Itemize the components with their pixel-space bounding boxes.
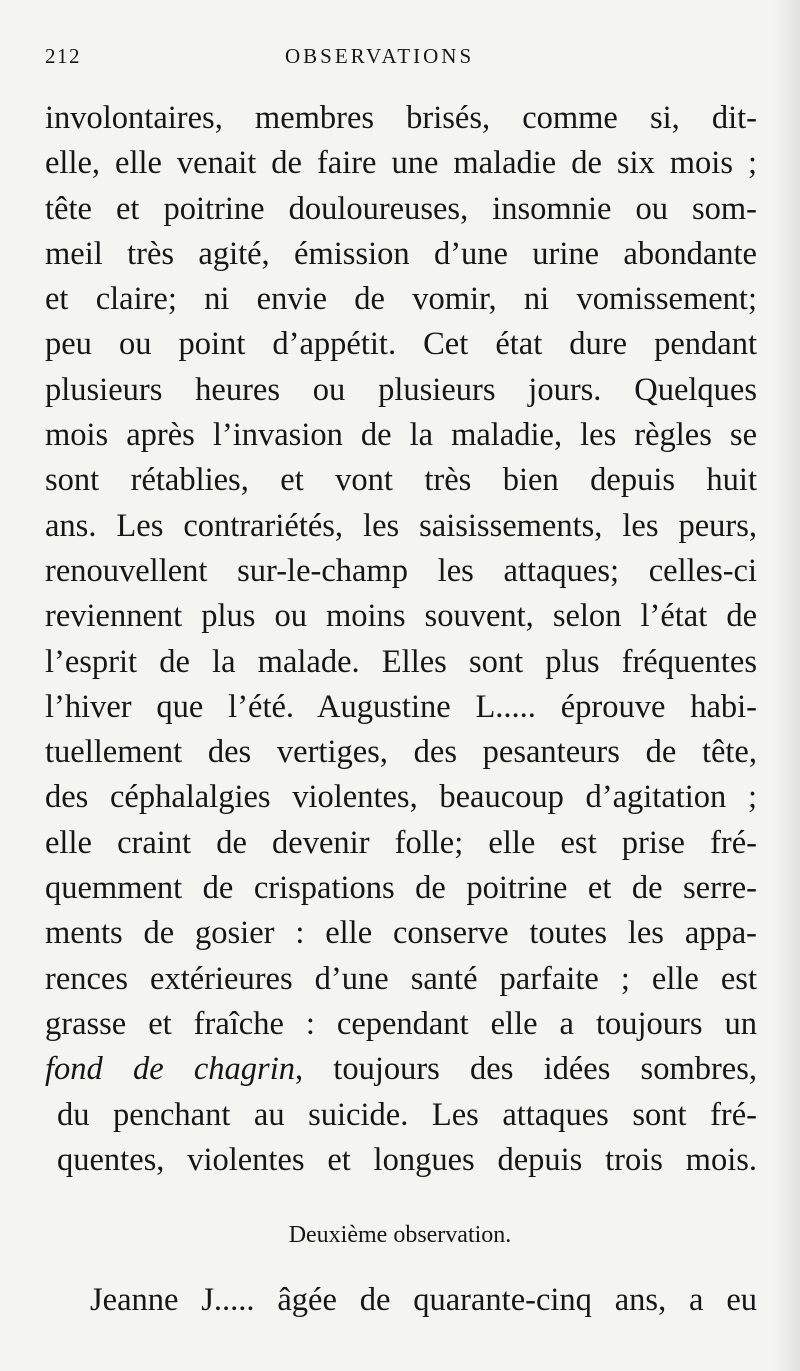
text-line: l’hiver que l’été. Augustine L..... éprouve habi- (45, 688, 757, 725)
text-line: plusieurs heures ou plusieurs jours. Quelques (45, 371, 757, 408)
second-observation-first-line: Jeanne J..... âgée de quarante-cinq ans, a eu (90, 1282, 757, 1318)
italic-phrase: fond de chagrin (45, 1051, 295, 1088)
text-line: tête et poitrine douloureuses, insomnie ou som- (45, 190, 757, 227)
text-line: mois après l’invasion de la maladie, les règles se (45, 417, 757, 454)
text-line: des céphalalgies violentes, beaucoup d’agitation ; (45, 779, 757, 816)
text-line: peu ou point d’appétit. Cet état dure pendant (45, 326, 757, 363)
body-paragraph (45, 96, 757, 1183)
text-line: quemment de crispations de poitrine et de serre- (45, 870, 757, 907)
page-header (45, 44, 755, 78)
text-line: elle, elle venait de faire une maladie de six mois ; (45, 145, 757, 182)
text-line: quentes, violentes et longues depuis trois mois. (57, 1141, 757, 1178)
text-line: reviennent plus ou moins souvent, selon l’état de (45, 598, 757, 635)
text-line: l’esprit de la malade. Elles sont plus fréquentes (45, 643, 757, 680)
page-number: 212 (45, 44, 81, 68)
text-line: meil très agité, émission d’une urine abondante (45, 235, 757, 272)
text-line: et claire; ni envie de vomir, ni vomissement; (45, 281, 757, 318)
running-title: OBSERVATIONS (285, 44, 475, 68)
text-line-with-italic (45, 1047, 757, 1092)
text-line: grasse et fraîche : cependant elle a toujours un (45, 1005, 757, 1042)
section-heading: Deuxième observation. (288, 1222, 512, 1248)
text-line: tuellement des vertiges, des pesanteurs de tête, (45, 734, 757, 771)
page-edge-shadow (772, 0, 800, 1371)
text-line: du penchant au suicide. Les attaques sont fré- (57, 1096, 757, 1133)
text-line: renouvellent sur-le-champ les attaques; celles-ci (45, 552, 757, 589)
text-line: involontaires, membres brisés, comme si, dit- (45, 100, 757, 136)
text-line: ans. Les contrariétés, les saisissements, les peurs, (45, 507, 757, 544)
text-line: rences extérieures d’une santé parfaite ; elle est (45, 960, 757, 997)
text-line-rest: , toujours des idées sombres, (294, 1051, 757, 1088)
text-line: ments de gosier : elle conserve toutes les appa- (45, 915, 757, 952)
text-line: elle craint de devenir folle; elle est prise fré- (45, 824, 757, 861)
text-line: sont rétablies, et vont très bien depuis huit (45, 462, 757, 499)
